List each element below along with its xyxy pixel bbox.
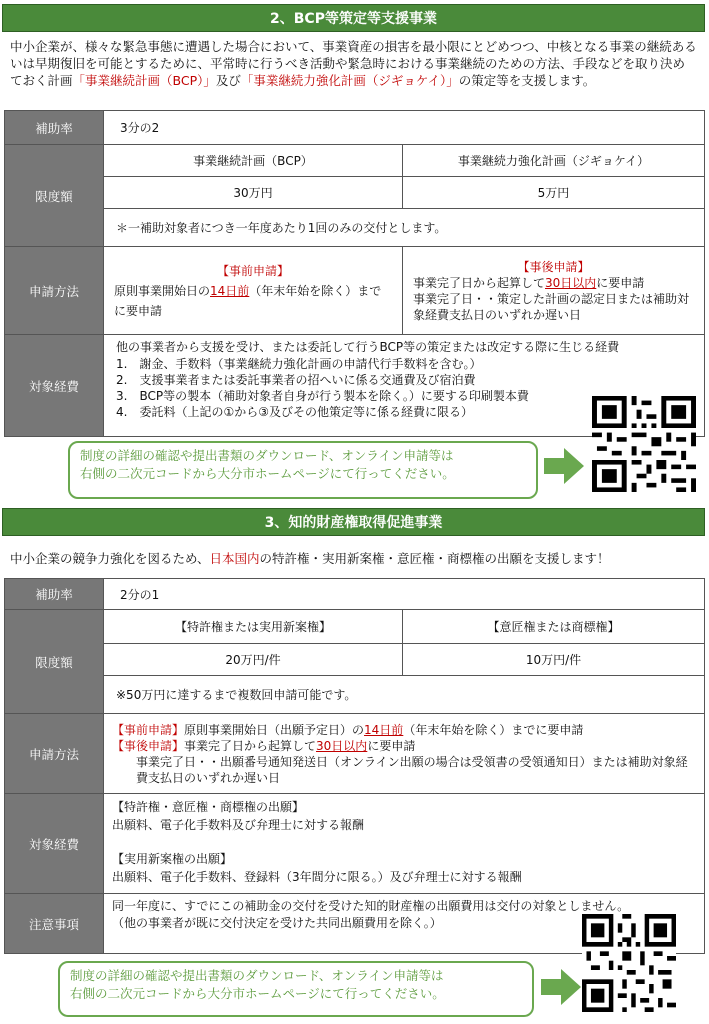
cost-body-2: 出願料、電子化手数料、登録料（3年間分に限る。）及び弁理士に対する報酬 bbox=[112, 870, 522, 884]
rate-value: 3分の2 bbox=[104, 111, 705, 145]
notice-line: 制度の詳細の確認や提出書類のダウンロード、オンライン申請等は bbox=[80, 448, 454, 463]
post-apply-note: 事業完了日・・策定した計画の認定日または補助対象経費支払日のいずれか遅い日 bbox=[413, 291, 690, 322]
arrow-right-icon bbox=[541, 967, 583, 1007]
cost-intro: 他の事業者から支援を受け、または委託して行うBCP等の策定または改定する際に生じる経費 bbox=[116, 340, 620, 354]
rate-value: 2分の1 bbox=[104, 579, 705, 610]
post-apply-title: 【事後申請】 bbox=[517, 259, 590, 274]
caution-line: （他の事業者が既に交付決定を受けた共同出願費用を除く。） bbox=[112, 916, 442, 930]
limit-col1-value: 20万円/件 bbox=[104, 644, 403, 676]
limit-col2-value: 5万円 bbox=[403, 177, 705, 209]
caution-line: 同一年度に、すでにこの補助金の交付を受けた知的財産権の出願費用は交付の対象としません。 bbox=[112, 899, 630, 913]
list-item: 4. 委託料（上記の①から③及びその他策定等に係る経費に限る） bbox=[116, 405, 473, 419]
rate-label: 補助率 bbox=[5, 111, 104, 145]
rate-label: 補助率 bbox=[5, 579, 104, 610]
limit-note: ＊一補助対象者につき一年度あたり1回のみの交付とします。 bbox=[104, 209, 705, 247]
notice-line: 右側の二次元コードから大分市ホームページにて行ってください。 bbox=[70, 986, 445, 1001]
pre-apply-title: 【事前申請】 bbox=[216, 263, 289, 278]
qr-code-icon[interactable] bbox=[582, 914, 676, 1012]
cost-label: 対象経費 bbox=[5, 335, 104, 437]
apply-label: 申請方法 bbox=[5, 714, 104, 794]
limit-col2-header: 事業継続力強化計画（ジギョケイ） bbox=[403, 145, 705, 177]
section3-notice bbox=[58, 961, 534, 1017]
section2-intro: 中小企業が、様々な緊急事態に遭遇した場合において、事業資産の損害を最小限にとどめつつ、中核となる事業の継続あるいは早期復旧を可能とするために、平常時に行うべき活動や緊急時における事業継続のための方法、手段などを取り決めておく計画「事業継続計画（BCP）」及び「事業継続力強化計画（ジギョケイ）」の策定等を支援します。 bbox=[10, 39, 697, 88]
section2-notice bbox=[68, 441, 538, 499]
limit-col2-header: 【意匠権または商標権】 bbox=[403, 610, 705, 644]
section3-intro: 中小企業の競争力強化を図るため、日本国内の特許権・実用新案権・意匠権・商標権の出願を支援します！ bbox=[10, 551, 610, 566]
limit-label: 限度額 bbox=[5, 610, 104, 714]
post-apply-note: 事業完了日・・出願番号通知発送日（オンライン出願の場合は受領書の受領通知日）または補助対象経費支払日のいずれか遅い日 bbox=[136, 754, 688, 785]
section2-title: 2、BCP等策定等支援事業 bbox=[2, 4, 705, 32]
section3-title: 3、知的財産権取得促進事業 bbox=[2, 508, 705, 536]
caution-label: 注意事項 bbox=[5, 894, 104, 954]
limit-col2-value: 10万円/件 bbox=[403, 644, 705, 676]
section2-table bbox=[4, 110, 705, 437]
list-item: 2. 支援事業者または委託事業者の招へいに係る交通費及び宿泊費 bbox=[116, 373, 476, 387]
apply-label: 申請方法 bbox=[5, 247, 104, 335]
limit-col1-value: 30万円 bbox=[104, 177, 403, 209]
cost-label: 対象経費 bbox=[5, 794, 104, 894]
notice-line: 制度の詳細の確認や提出書類のダウンロード、オンライン申請等は bbox=[70, 968, 444, 983]
pre-apply-text: 原則事業開始日の14日前（年末年始を除く）までに要申請 bbox=[114, 283, 382, 318]
section3-table bbox=[4, 578, 705, 954]
pre-apply-cell bbox=[104, 247, 403, 335]
cost-head-2: 【実用新案権の出願】 bbox=[112, 852, 233, 866]
arrow-right-icon bbox=[544, 446, 586, 486]
limit-col1-header: 事業継続計画（BCP） bbox=[104, 145, 403, 177]
list-item: 1. 謝金、手数料（事業継続力強化計画の申請代行手数料を含む。） bbox=[116, 357, 482, 371]
post-apply-text: 事業完了日から起算して30日以内に要申請 bbox=[413, 275, 645, 290]
cost-cell bbox=[104, 794, 705, 894]
pre-apply-text: 【事前申請】原則事業開始日（出願予定日）の14日前（年末年始を除く）までに要申請 bbox=[112, 722, 584, 737]
cost-head-1: 【特許権・意匠権・商標権の出願】 bbox=[112, 800, 305, 814]
post-apply-text: 【事後申請】事業完了日から起算して30日以内に要申請 bbox=[112, 738, 416, 753]
apply-cell bbox=[104, 714, 705, 794]
limit-col1-header: 【特許権または実用新案権】 bbox=[104, 610, 403, 644]
limit-label: 限度額 bbox=[5, 145, 104, 247]
limit-note: ※50万円に達するまで複数回申請可能です。 bbox=[104, 676, 705, 714]
list-item: 3. BCP等の製本（補助対象者自身が行う製本を除く。）に要する印刷製本費 bbox=[116, 389, 529, 403]
notice-line: 右側の二次元コードから大分市ホームページにて行ってください。 bbox=[80, 466, 455, 481]
qr-code-icon[interactable] bbox=[592, 396, 696, 492]
cost-body-1: 出願料、電子化手数料及び弁理士に対する報酬 bbox=[112, 818, 365, 832]
post-apply-cell bbox=[403, 247, 705, 335]
